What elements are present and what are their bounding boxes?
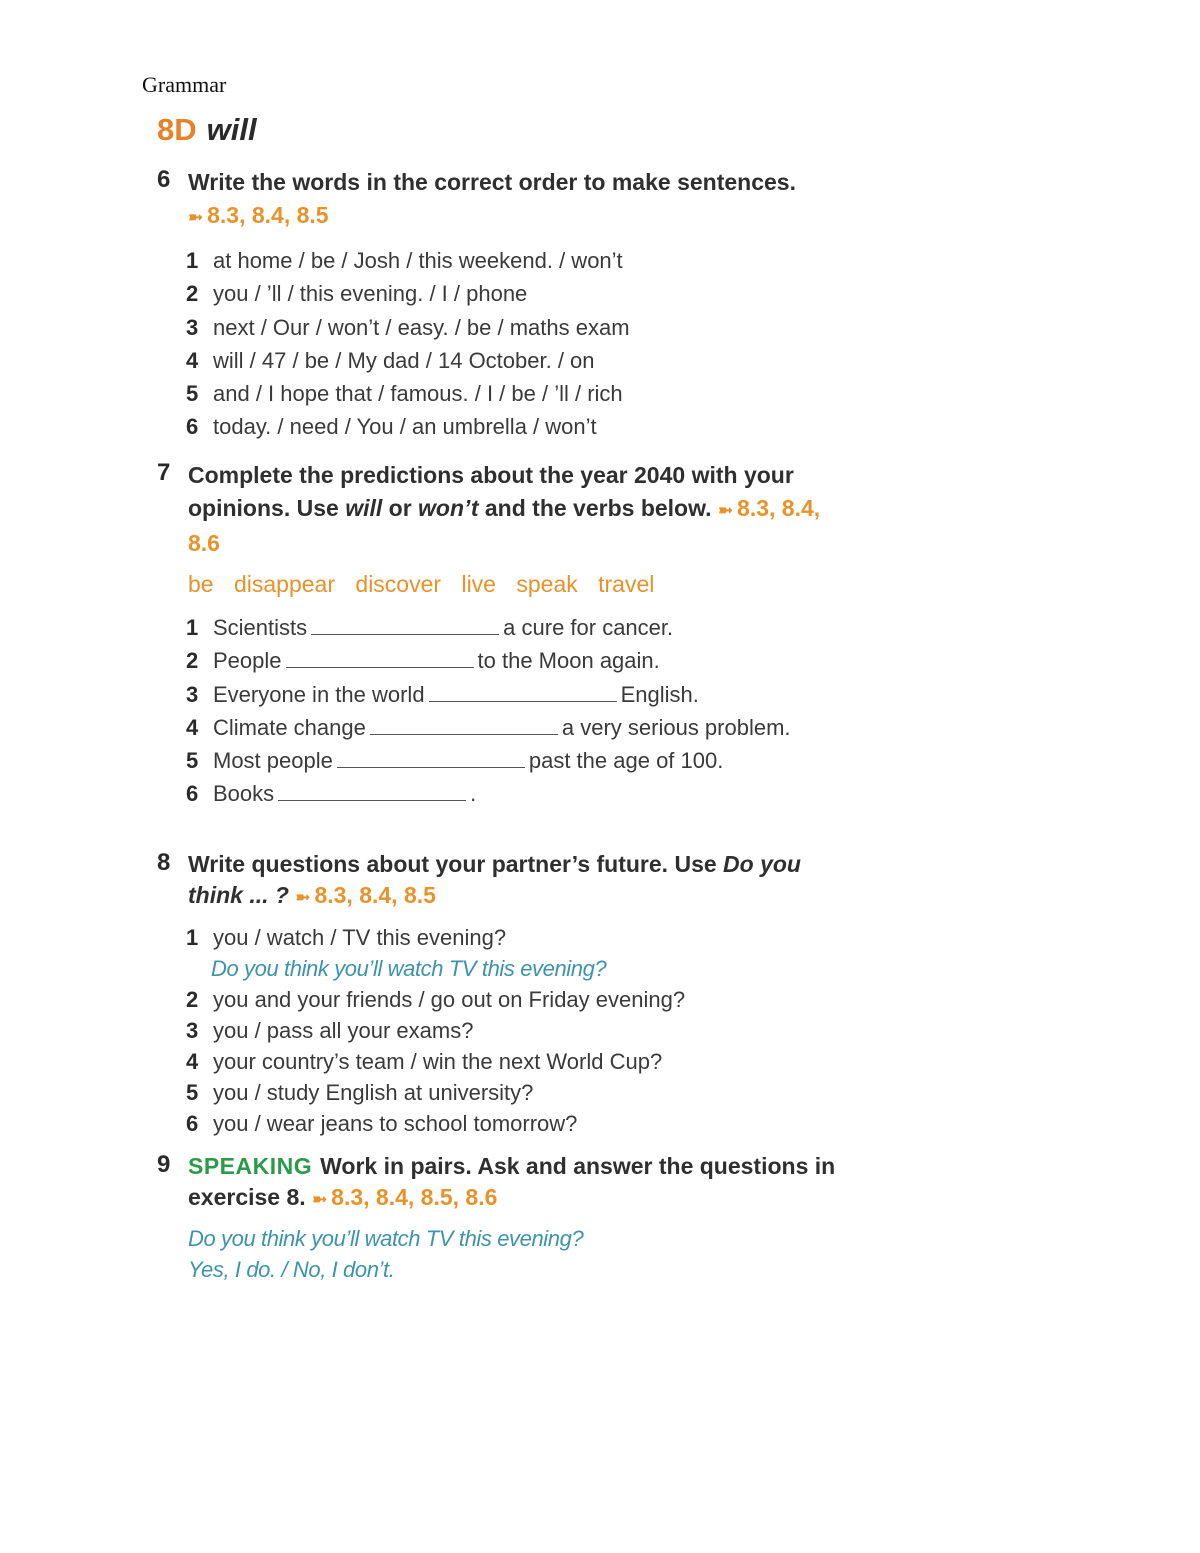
list-item (186, 922, 685, 953)
verb-word: disappear (233, 571, 336, 597)
item-text-before: Everyone in the world (213, 681, 425, 707)
item-text: will / 47 / be / My dad / 14 October. / on (213, 347, 595, 373)
item-text-after: . (470, 781, 477, 807)
exercise-9-text-part: Work in pairs. Ask and answer the questions in (320, 1153, 836, 1179)
exercise-8-line-2 (188, 880, 801, 913)
item-text: you / ’ll / this evening. / I / phone (213, 281, 528, 307)
item-text-before: Most people (213, 748, 333, 774)
list-item (186, 644, 791, 677)
reference-arrow-icon: ➼ (188, 207, 204, 227)
exercise-8-list (186, 922, 685, 1139)
item-text-after: a cure for cancer. (503, 615, 674, 640)
reference-arrow-icon: ➼ (717, 500, 734, 520)
exercise-6-heading (188, 166, 796, 234)
exercise-9-reference (312, 1184, 497, 1210)
item-text: and / I hope that / famous. / I / be / ’ll / rich (213, 381, 623, 407)
exercise-7-italic-wont: won’t (418, 495, 479, 521)
item-text-after: to the Moon again. (477, 648, 660, 674)
exercise-9-text-part: exercise 8. (188, 1184, 313, 1210)
unit-title (157, 112, 257, 148)
exercise-9-line-2 (188, 1182, 835, 1215)
item-number: 3 (186, 314, 199, 340)
exercise-7-list (186, 611, 791, 811)
model-answer: Yes, I do. / No, I don’t. (188, 1257, 395, 1282)
answer-blank[interactable] (278, 782, 466, 801)
item-text-before: Climate change (213, 714, 366, 740)
item-number: 2 (186, 648, 199, 674)
list-item (186, 344, 630, 377)
verb-word: speak (516, 571, 578, 597)
list-item (186, 311, 630, 344)
answer-blank[interactable] (429, 683, 617, 702)
exercise-7-ref-text: 8.3, 8.4, (737, 495, 821, 521)
item-text: you / watch / TV this evening? (213, 925, 507, 950)
exercise-7-text-part: or (382, 495, 419, 521)
exercise-7-reference (718, 495, 820, 521)
exercise-8-heading (188, 849, 801, 913)
verb-word: travel (598, 571, 655, 597)
exercise-9-ref-text: 8.3, 8.4, 8.5, 8.6 (331, 1184, 498, 1210)
item-text: you / pass all your exams? (213, 1018, 474, 1043)
list-item (186, 744, 791, 777)
list-item (186, 611, 791, 644)
page-header: Grammar (142, 72, 227, 97)
exercise-8-reference (295, 882, 436, 908)
exercise-8-italic-do-you: Do you (723, 851, 801, 877)
exercise-7-number: 7 (157, 459, 171, 486)
list-item (186, 277, 630, 310)
list-item (186, 678, 791, 711)
item-number: 4 (186, 1049, 199, 1074)
exercise-9-heading (188, 1151, 835, 1215)
item-text: you and your friends / go out on Friday evening? (213, 987, 686, 1012)
item-text-before: Books (213, 781, 275, 807)
item-number: 3 (186, 1018, 199, 1043)
item-number: 6 (186, 414, 199, 440)
item-number: 6 (186, 781, 199, 807)
item-number: 6 (186, 1111, 199, 1136)
unit-code: 8D (157, 112, 197, 147)
list-item (186, 410, 630, 443)
exercise-8-text-part: Write questions about your partner’s future. Use (188, 851, 724, 877)
item-text-after: English. (620, 681, 699, 707)
reference-arrow-icon: ➼ (295, 887, 311, 907)
list-item (186, 984, 685, 1015)
answer-blank[interactable] (370, 716, 558, 735)
list-item (186, 1046, 685, 1077)
item-number: 2 (186, 281, 199, 307)
item-number: 1 (186, 925, 199, 950)
answer-blank[interactable] (311, 616, 499, 635)
item-text: you / wear jeans to school tomorrow? (213, 1111, 578, 1136)
list-item (186, 244, 630, 277)
verb-word: discover (355, 571, 442, 597)
item-number: 3 (186, 681, 199, 707)
item-number: 1 (186, 615, 199, 640)
item-text-after: past the age of 100. (528, 748, 724, 774)
list-item (186, 1108, 685, 1139)
exercise-6-number: 6 (157, 166, 171, 193)
exercise-7-heading (188, 459, 820, 560)
list-item (186, 1077, 685, 1108)
exercise-8-italic-think: think ... ? (188, 882, 289, 908)
exercise-7-text-part: and the verbs below. (478, 495, 718, 521)
exercise-8-line-1 (188, 849, 801, 880)
list-item (186, 1015, 685, 1046)
item-number: 5 (186, 381, 199, 407)
model-question: Do you think you’ll watch TV this evening? (188, 1226, 584, 1251)
exercise-9-model (188, 1223, 583, 1285)
item-number: 1 (186, 248, 199, 273)
exercise-8-ref-text: 8.3, 8.4, 8.5 (314, 882, 436, 908)
speaking-tag: SPEAKING (188, 1153, 313, 1179)
item-number: 4 (186, 347, 199, 373)
exercise-6-instruction: Write the words in the correct order to make sentences. (188, 169, 796, 195)
unit-word: will (206, 112, 257, 147)
exercise-6-list (186, 244, 630, 444)
item-text: your country’s team / win the next World Cup? (213, 1049, 663, 1074)
item-number: 5 (186, 1080, 199, 1105)
item-text-before: People (213, 648, 282, 674)
reference-arrow-icon: ➼ (312, 1189, 328, 1209)
exercise-7-line-1: Complete the predictions about the year 2040 with your (188, 462, 794, 488)
item-text: at home / be / Josh / this weekend. / won’t (213, 248, 623, 273)
list-item (186, 711, 791, 744)
list-item (186, 777, 791, 810)
exercise-6-ref-text: 8.3, 8.4, 8.5 (207, 202, 329, 228)
exercise-9-number: 9 (157, 1151, 171, 1178)
model-answer-text: Do you think you’ll watch TV this evening? (211, 956, 607, 981)
verb-word: live (461, 571, 496, 597)
exercise-7-ref-continued: 8.6 (188, 530, 220, 556)
exercise-7-line-2 (188, 492, 820, 527)
answer-blank[interactable] (286, 649, 474, 668)
verb-word: be (188, 571, 214, 597)
exercise-8-number: 8 (157, 849, 171, 876)
verb-box (188, 571, 668, 598)
item-text: next / Our / won’t / easy. / be / maths exam (213, 314, 630, 340)
exercise-7-text-part: opinions. Use (188, 495, 346, 521)
exercise-6-reference (188, 199, 796, 234)
exercise-7-italic-will: will (345, 495, 383, 521)
item-text: you / study English at university? (213, 1080, 534, 1105)
exercise-9-line-1 (188, 1151, 835, 1182)
item-number: 5 (186, 748, 199, 774)
model-answer (186, 953, 685, 984)
answer-blank[interactable] (337, 749, 525, 768)
item-number: 4 (186, 714, 199, 740)
item-text-before: Scientists (213, 615, 308, 640)
item-number: 2 (186, 987, 199, 1012)
item-text: today. / need / You / an umbrella / won’t (213, 414, 597, 440)
item-text-after: a very serious problem. (561, 714, 791, 740)
list-item (186, 377, 630, 410)
